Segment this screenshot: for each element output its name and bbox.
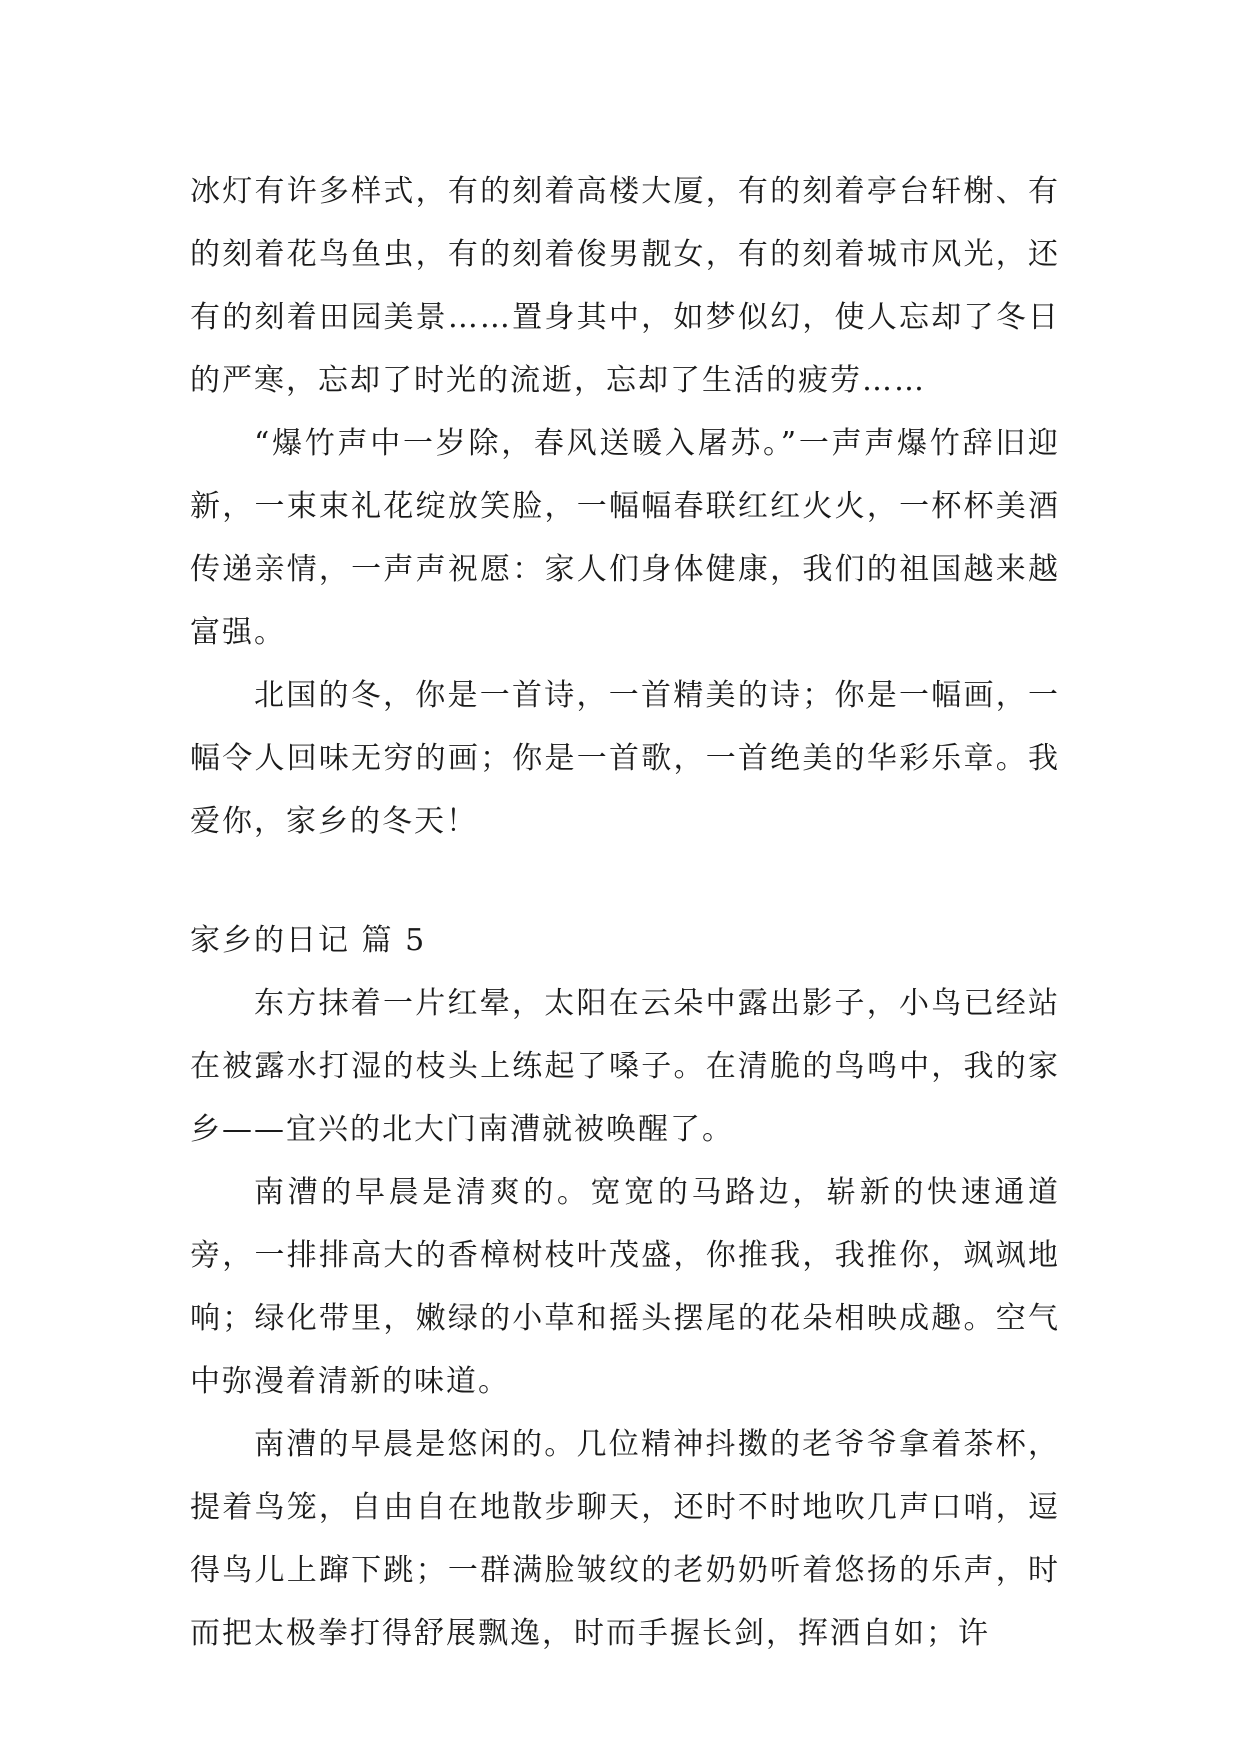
paragraph-northern-winter: 北国的冬，你是一首诗，一首精美的诗；你是一幅画，一幅令人回味无穷的画；你是一首歌，一首绝美的华彩乐章。我爱你，家乡的冬天！ bbox=[190, 678, 1060, 839]
section-heading: 家乡的日记 篇 5 bbox=[190, 923, 427, 958]
paragraph-firecrackers: “爆竹声中一岁除，春风送暖入屠苏。”一声声爆竹辞旧迎新，一束束礼花绽放笑脸，一幅幅春联红红火火，一杯杯美酒传递亲情，一声声祝愿：家人们身体健康，我们的祖国越来越富强。 bbox=[190, 426, 1060, 650]
paragraph-east-sunrise: 东方抹着一片红晕，太阳在云朵中露出影子，小鸟已经站在被露水打湿的枝头上练起了嗓子。在清脆的鸟鸣中，我的家乡——宜兴的北大门南漕就被唤醒了。 bbox=[190, 986, 1060, 1147]
document-body bbox=[190, 160, 1060, 1665]
paragraph-ice-lanterns: 冰灯有许多样式，有的刻着高楼大厦，有的刻着亭台轩榭、有的刻着花鸟鱼虫，有的刻着俊男靓女，有的刻着城市风光，还有的刻着田园美景……置身其中，如梦似幻，使人忘却了冬日的严寒，忘却了时光的流逝，忘却了生活的疲劳…… bbox=[190, 174, 1060, 398]
paragraph-nancao-fresh: 南漕的早晨是清爽的。宽宽的马路边，崭新的快速通道旁，一排排高大的香樟树枝叶茂盛，你推我，我推你，飒飒地响；绿化带里，嫩绿的小草和摇头摆尾的花朵相映成趣。空气中弥漫着清新的味道。 bbox=[190, 1175, 1060, 1399]
paragraph-nancao-leisure: 南漕的早晨是悠闲的。几位精神抖擞的老爷爷拿着茶杯，提着鸟笼，自由自在地散步聊天，还时不时地吹几声口哨，逗得鸟儿上蹿下跳；一群满脸皱纹的老奶奶听着悠扬的乐声，时而把太极拳打得舒展飘逸，时而手握长剑，挥洒自如；许 bbox=[190, 1427, 1060, 1651]
